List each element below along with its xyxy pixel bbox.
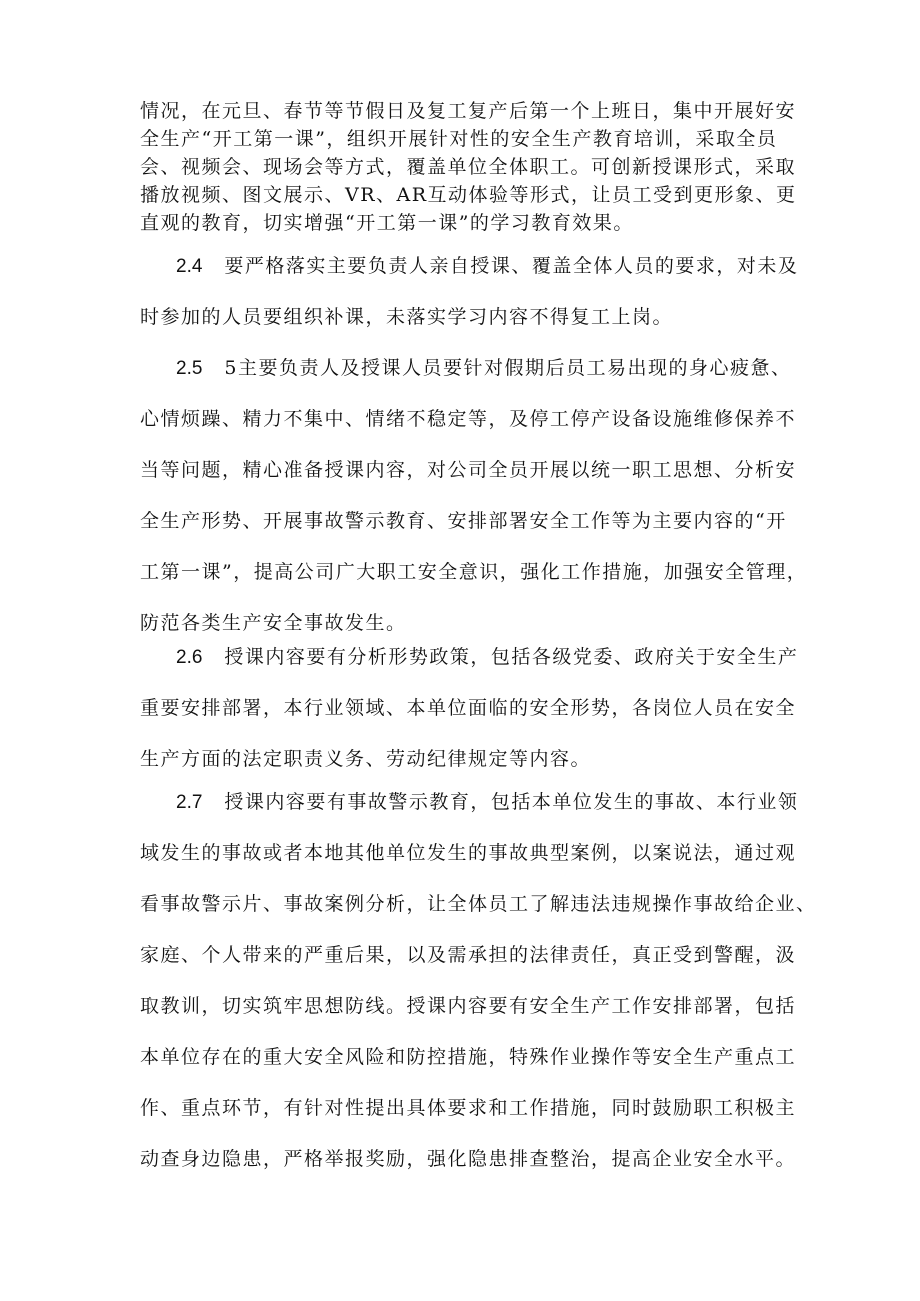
section-2-5 [140,343,808,649]
section-text: 当等问题，精心准备授课内容，对公司全员开展以统一职工思想、分析安 [140,459,797,481]
intro-line: 全生产“开工第一课”，组织开展针对性的安全生产教育培训，采取全员 [140,128,778,150]
section-text: 生产方面的法定职责义务、劳动纪律规定等内容。 [140,748,592,770]
section-2-4 [140,241,800,343]
section-text: 全生产形势、开展事故警示教育、安排部署安全工作等为主要内容的“开 [140,510,787,532]
section-text: 时参加的人员要组织补课，未落实学习内容不得复工上岗。 [140,306,674,328]
section-text: 动查身边隐患，严格举报奖励，强化隐患排查整治，提高企业安全水平。 [140,1148,797,1170]
intro-line: 直观的教育，切实增强“开工第一课”的学习教育效果。 [140,212,634,234]
section-number: 2.4 [176,256,203,277]
section-text: 看事故警示片、事故案例分析，让全体员工了解违法违规操作事故给企业、 [140,893,817,915]
section-number: 2.5 [176,358,203,379]
section-text: 取教训，切实筑牢思想防线。授课内容要有安全生产工作安排部署，包括 [140,995,797,1017]
section-2-6 [140,632,800,785]
section-text: 5主要负责人及授课人员要针对假期后员工易出现的身心疲惫、 [224,357,792,379]
section-text: 作、重点环节，有针对性提出具体要求和工作措施，同时鼓励职工积极主 [140,1097,797,1119]
section-2-7 [140,777,817,1185]
section-text: 要严格落实主要负责人亲自授课、覆盖全体人员的要求，对未及 [224,255,799,277]
section-text: 家庭、个人带来的严重后果，以及需承担的法律责任，真正受到警醒，汲 [140,944,797,966]
section-number: 2.6 [176,647,203,668]
intro-line: 会、视频会、现场会等方式，覆盖单位全体职工。可创新授课形式，采取 [140,156,797,178]
section-text: 心情烦躁、精力不集中、情绪不稳定等，及停工停产设备设施维修保养不 [140,408,797,430]
section-text: 域发生的事故或者本地其他单位发生的事故典型案例，以案说法，通过观 [140,842,797,864]
section-text: 授课内容要有分析形势政策，包括各级党委、政府关于安全生产 [224,646,799,668]
section-text: 授课内容要有事故警示教育，包括本单位发生的事故、本行业领 [224,791,799,813]
section-text: 防范各类生产安全事故发生。 [140,612,407,634]
intro-line: 播放视频、图文展示、VR、AR互动体验等形式，让员工受到更形象、更 [140,184,797,206]
section-text: 重要安排部署，本行业领域、本单位面临的安全形势，各岗位人员在安全 [140,697,797,719]
intro-paragraph [140,97,800,237]
intro-line: 情况，在元旦、春节等节假日及复工复产后第一个上班日，集中开展好安 [140,100,797,122]
section-text: 本单位存在的重大安全风险和防控措施，特殊作业操作等安全生产重点工 [140,1046,797,1068]
section-number: 2.7 [176,792,203,813]
section-text: 工第一课”，提高公司广大职工安全意识，强化工作措施，加强安全管理， [140,561,808,583]
